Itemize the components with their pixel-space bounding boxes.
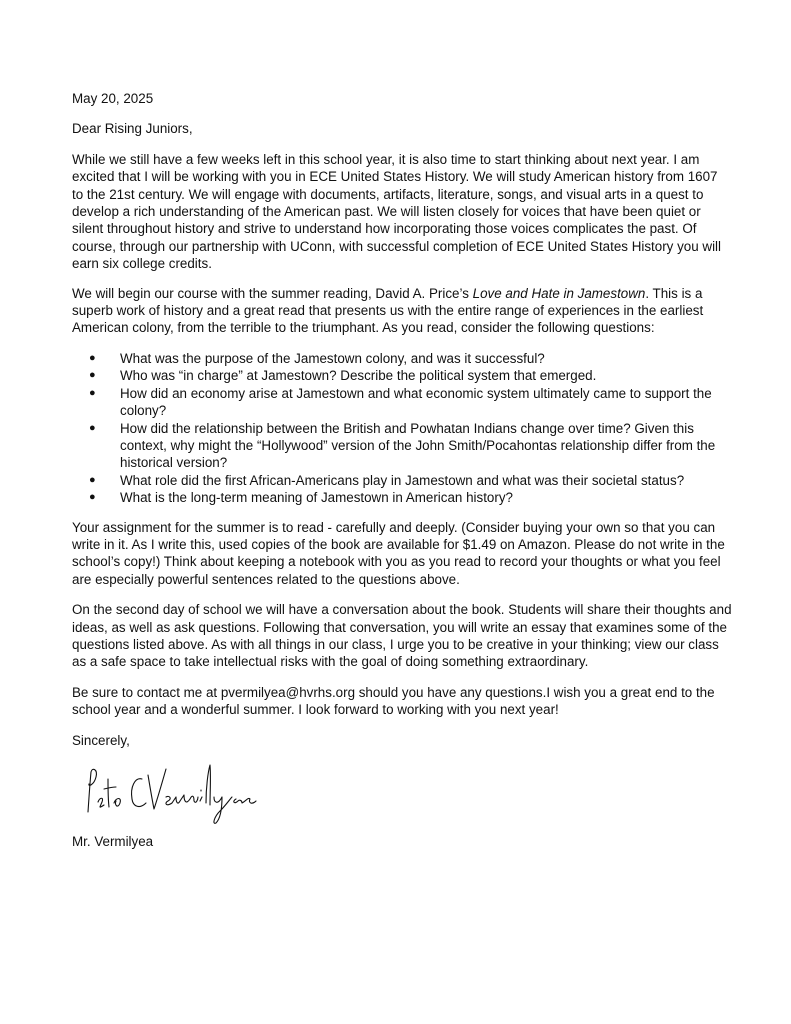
conversation-paragraph: On the second day of school we will have a conversation about the book. Students will share their thoughts and ideas, as well as ask questions. Following that conversation, you will write an essay that examines some of the questions listed above. As with all things in our class, I urge you to be creative in your thinking; view our class as a safe space to take intellectual risks with the goal of doing something extraordinary. [72, 602, 732, 670]
intro-paragraph: While we still have a few weeks left in this school year, it is also time to start thinking about next year. I am excited that I will be working with you in ECE United States History. We will study American history from 1607 to the 21st century. We will engage with documents, artifacts, literature, songs, and visual arts in a quest to develop a rich understanding of the American past. We will listen closely for voices that have been quiet or silent throughout history and strive to understand how incorporating those voices complicates the past. Of course, through our partnership with UConn, with successful completion of ECE United States History you will earn six college credits. [72, 151, 721, 272]
question-text: How did the relationship between the British and Powhatan Indians change over time? Given this context, why might the “Hollywood” version of the John Smith/Pocahontas relationship differ from the historical version? [120, 420, 716, 471]
question-item [72, 350, 732, 367]
question-text: Who was “in charge” at Jamestown? Describe the political system that emerged. [120, 368, 597, 384]
sign-off: Sincerely, [72, 732, 130, 748]
question-text: How did an economy arise at Jamestown and what economic system ultimately came to support the colony? [120, 385, 712, 419]
assignment-paragraph: Your assignment for the summer is to read - carefully and deeply. (Consider buying your own so that you can write in it. As I write this, used copies of the book are available for $1.49 on Amazon. Please do not write in the school’s copy!) Think about keeping a notebook with you as you read to record your thoughts or what you feel are especially powerful sentences related to the questions above. [72, 519, 725, 587]
summer-reading-paragraph [72, 285, 732, 337]
question-text: What role did the first African-Americans play in Jamestown and what was their societal status? [120, 472, 685, 488]
question-item [72, 420, 732, 472]
summer-reading-text-before: We will begin our course with the summer reading, David A. Price’s [72, 285, 473, 301]
bullet-icon: ● [89, 369, 96, 382]
question-item [72, 367, 732, 384]
letter-greeting: Dear Rising Juniors, [72, 121, 193, 137]
question-item [72, 472, 732, 489]
bullet-icon: ● [89, 491, 96, 504]
question-text: What is the long-term meaning of Jamestown in American history? [120, 490, 513, 506]
question-text: What was the purpose of the Jamestown colony, and was it successful? [120, 350, 545, 366]
book-title: Love and Hate in Jamestown [472, 285, 646, 301]
signer-name: Mr. Vermilyea [72, 834, 154, 849]
question-item [72, 385, 732, 420]
bullet-icon: ● [89, 351, 96, 364]
letter-date: May 20, 2025 [72, 91, 154, 106]
question-item [72, 489, 732, 506]
summer-reading-text-after: . This is a superb work of history and a great read that presents us with the entire range of experiences in the earliest American colony, from the terrible to the triumphant. As you read, consider the following questions: [72, 285, 704, 336]
bullet-icon: ● [89, 473, 96, 486]
contact-paragraph: Be sure to contact me at pvermilyea@hvrhs.org should you have any questions.I wish you a great end to the school year and a wonderful summer. I look forward to working with you next year! [72, 684, 715, 718]
bullet-icon: ● [89, 386, 96, 399]
signature-image [80, 757, 280, 827]
bullet-icon: ● [89, 421, 96, 434]
letter-page [72, 90, 732, 850]
questions-list [72, 350, 732, 507]
